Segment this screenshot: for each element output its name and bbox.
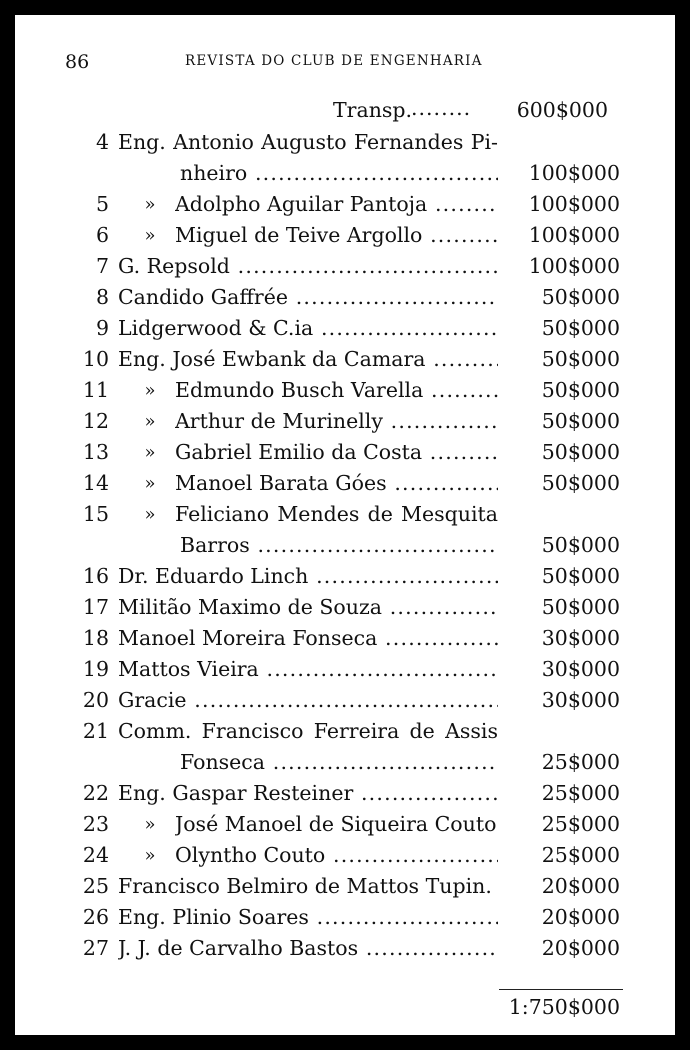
entry-number: 6 — [95, 223, 109, 247]
list-item-continuation — [55, 530, 620, 561]
entry-amount: 50$000 — [541, 285, 620, 309]
entry-amount: 50$000 — [541, 564, 620, 588]
entry-amount: 30$000 — [541, 657, 620, 681]
list-item — [55, 189, 620, 220]
entry-number: 15 — [82, 502, 109, 526]
entry-number: 11 — [82, 378, 109, 402]
subscription-list — [55, 127, 620, 964]
entry-name: Francisco Belmiro de Mattos Tupin. ..... — [118, 871, 498, 902]
list-item-continuation — [55, 747, 620, 778]
list-item — [55, 623, 620, 654]
list-item — [55, 406, 620, 437]
list-item — [55, 251, 620, 282]
list-item — [55, 778, 620, 809]
entry-name: José Manoel de Siqueira Couto ..... — [175, 809, 498, 840]
entry-name: Eng. Plinio Soares ..... — [118, 902, 498, 933]
entry-amount: 100$000 — [528, 161, 620, 185]
entry-number: 4 — [95, 130, 109, 154]
entry-number: 23 — [82, 812, 109, 836]
total-amount: 1:750$000 — [508, 995, 620, 1019]
entry-amount: 25$000 — [541, 750, 620, 774]
list-item — [55, 127, 620, 158]
entry-name: Miguel de Teive Argollo ..... — [175, 220, 498, 251]
carried-forward-amount: 600$000 — [516, 98, 608, 122]
entry-name-continuation: nheiro ..... — [180, 158, 498, 189]
ditto-mark: » — [144, 380, 156, 401]
list-item — [55, 840, 620, 871]
entry-number: 5 — [95, 192, 109, 216]
entry-amount: 50$000 — [541, 347, 620, 371]
list-item — [55, 468, 620, 499]
entry-name: Eng. Gaspar Resteiner ..... — [118, 778, 498, 809]
entry-amount: 100$000 — [528, 192, 620, 216]
entry-name-continuation: Fonseca ..... — [180, 747, 498, 778]
document-page — [15, 15, 675, 1035]
entry-number: 20 — [82, 688, 109, 712]
list-item — [55, 654, 620, 685]
ditto-mark: » — [144, 225, 156, 246]
entry-name: Mattos Vieira ..... — [118, 654, 498, 685]
list-item — [55, 499, 620, 530]
list-item-continuation — [55, 158, 620, 189]
entry-number: 16 — [82, 564, 109, 588]
entry-name: Candido Gaffrée ..... — [118, 282, 498, 313]
entry-amount: 50$000 — [541, 378, 620, 402]
entry-name: Comm. Francisco Ferreira de Assis — [118, 719, 498, 743]
page-header — [65, 51, 625, 75]
ditto-mark: » — [144, 504, 156, 525]
list-item — [55, 592, 620, 623]
entry-name: Manoel Moreira Fonseca ..... — [118, 623, 498, 654]
list-item — [55, 561, 620, 592]
entry-number: 21 — [82, 719, 109, 743]
entry-name: Feliciano Mendes de Mesquita — [175, 502, 498, 526]
carried-forward-line — [333, 95, 608, 125]
entry-name: Arthur de Murinelly ..... — [175, 406, 498, 437]
entry-amount: 50$000 — [541, 440, 620, 464]
entry-amount: 30$000 — [541, 688, 620, 712]
list-item — [55, 220, 620, 251]
entry-number: 19 — [82, 657, 109, 681]
entry-name: Militão Maximo de Souza ..... — [118, 592, 498, 623]
ditto-mark: » — [144, 442, 156, 463]
list-item — [55, 933, 620, 964]
entry-amount: 25$000 — [541, 781, 620, 805]
list-item — [55, 716, 620, 747]
entry-amount: 50$000 — [541, 409, 620, 433]
entry-name-continuation: Barros ..... — [180, 530, 498, 561]
entry-name: Eng. José Ewbank da Camara ..... — [118, 344, 498, 375]
carried-forward-label: Transp. — [333, 98, 413, 122]
entry-name: Dr. Eduardo Linch ..... — [118, 561, 498, 592]
entry-name: Edmundo Busch Varella ..... — [175, 375, 498, 406]
entry-name: Gabriel Emilio da Costa ..... — [175, 437, 498, 468]
entry-amount: 50$000 — [541, 533, 620, 557]
ditto-mark: » — [144, 411, 156, 432]
entry-amount: 50$000 — [541, 471, 620, 495]
entry-number: 17 — [82, 595, 109, 619]
entry-number: 13 — [82, 440, 109, 464]
entry-amount: 25$000 — [541, 843, 620, 867]
list-item — [55, 313, 620, 344]
running-head: REVISTA DO CLUB DE ENGENHARIA — [185, 53, 483, 69]
page-number: 86 — [65, 51, 90, 73]
ditto-mark: » — [144, 194, 156, 215]
entry-number: 9 — [95, 316, 109, 340]
entry-number: 22 — [82, 781, 109, 805]
total-rule — [499, 989, 623, 990]
entry-name: J. J. de Carvalho Bastos ..... — [118, 933, 498, 964]
entry-amount: 30$000 — [541, 626, 620, 650]
ditto-mark: » — [144, 814, 156, 835]
entry-amount: 100$000 — [528, 254, 620, 278]
list-item — [55, 902, 620, 933]
list-item — [55, 375, 620, 406]
entry-name: Olyntho Couto ..... — [175, 840, 498, 871]
entry-name: Gracie ..... — [118, 685, 498, 716]
entry-number: 24 — [82, 843, 109, 867]
carried-forward-dots: ........ — [411, 96, 472, 120]
list-item — [55, 282, 620, 313]
entry-number: 10 — [82, 347, 109, 371]
list-item — [55, 685, 620, 716]
list-item — [55, 344, 620, 375]
list-item — [55, 871, 620, 902]
entry-number: 7 — [95, 254, 109, 278]
entry-number: 26 — [82, 905, 109, 929]
entry-amount: 50$000 — [541, 316, 620, 340]
entry-amount: 20$000 — [541, 936, 620, 960]
entry-amount: 25$000 — [541, 812, 620, 836]
entry-number: 8 — [95, 285, 109, 309]
entry-name: Manoel Barata Góes ..... — [175, 468, 498, 499]
entry-amount: 20$000 — [541, 874, 620, 898]
entry-amount: 100$000 — [528, 223, 620, 247]
entry-name: G. Repsold ..... — [118, 251, 498, 282]
list-item — [55, 437, 620, 468]
entry-name: Lidgerwood & C.ia ..... — [118, 313, 498, 344]
entry-number: 18 — [82, 626, 109, 650]
ditto-mark: » — [144, 845, 156, 866]
list-item — [55, 809, 620, 840]
ditto-mark: » — [144, 473, 156, 494]
entry-number: 25 — [82, 874, 109, 898]
entry-number: 27 — [82, 936, 109, 960]
entry-name: Adolpho Aguilar Pantoja ..... — [175, 189, 498, 220]
entry-number: 12 — [82, 409, 109, 433]
entry-amount: 20$000 — [541, 905, 620, 929]
entry-number: 14 — [82, 471, 109, 495]
entry-amount: 50$000 — [541, 595, 620, 619]
entry-name: Eng. Antonio Augusto Fernandes Pi- — [118, 130, 498, 154]
